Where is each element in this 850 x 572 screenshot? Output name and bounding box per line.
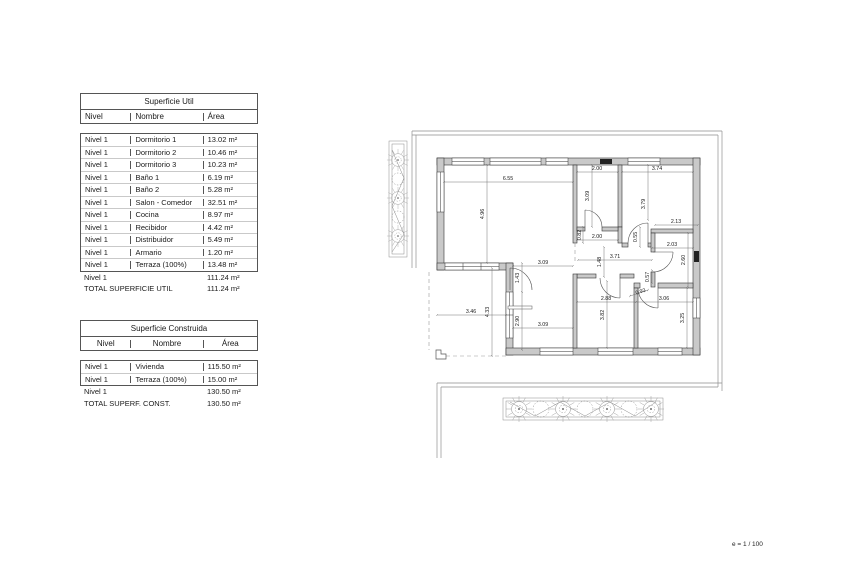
bano1-door <box>585 210 602 227</box>
table-row: Nivel 1 Armario 1.20 m² <box>81 247 257 260</box>
dimension-label: 3.82 <box>600 309 606 321</box>
bano2-door <box>653 252 673 272</box>
col-header-area: Área <box>203 340 257 348</box>
table-row: Nivel 1 Recibidor 4.42 m² <box>81 222 257 235</box>
shelf <box>508 306 532 309</box>
dimension-label: 2.00 <box>591 234 603 240</box>
dimension-label: 3.09 <box>537 260 549 266</box>
dimension-label: 2.13 <box>670 219 682 225</box>
subtotal-row: Nivel 1 111.24 m² <box>84 272 240 282</box>
dimension-label: 4.33 <box>485 306 491 318</box>
exterior-walls <box>437 158 700 355</box>
dimension-label: 0.57 <box>645 271 651 283</box>
const-table-title: Superficie Construida <box>81 321 257 337</box>
dimension-label: 3.06 <box>658 296 670 302</box>
dimension-label: 1.48 <box>597 256 603 268</box>
dimension-label: 3.74 <box>651 166 663 172</box>
dorm2-door <box>600 278 620 298</box>
dimension-label: 0.93 <box>634 287 647 297</box>
table-row: Nivel 1 Baño 1 6.19 m² <box>81 172 257 185</box>
dimension-label: 3.71 <box>609 254 621 260</box>
dimension-label: 4.96 <box>480 208 486 220</box>
table-row: Nivel 1 Vivienda 115.50 m² <box>81 361 257 374</box>
dimension-label: 3.25 <box>680 312 686 324</box>
windows <box>437 158 700 355</box>
dimension-label: 2.90 <box>515 315 521 327</box>
table-row: Nivel 1 Cocina 8.97 m² <box>81 209 257 222</box>
total-row: TOTAL SUPERF. CONST. 130.50 m² <box>84 398 241 408</box>
terraza-outline <box>429 243 575 359</box>
util-table-title: Superficie Util <box>81 94 257 110</box>
table-row: Nivel 1 Distribuidor 5.49 m² <box>81 234 257 247</box>
vent <box>694 251 699 262</box>
table-row: Nivel 1 Dormitorio 2 10.46 m² <box>81 147 257 160</box>
doors <box>510 210 673 308</box>
table-row: Nivel 1 Dormitorio 3 10.23 m² <box>81 159 257 172</box>
table-row: Nivel 1 Terraza (100%) 15.00 m² <box>81 374 257 386</box>
scale-note: e = 1 / 100 <box>732 541 763 548</box>
col-header-area: Área <box>203 113 257 121</box>
table-row: Nivel 1 Terraza (100%) 13.48 m² <box>81 259 257 271</box>
total-row: TOTAL SUPERFICIE UTIL 111.24 m² <box>84 284 240 293</box>
hedge-vertical <box>387 141 409 257</box>
plot-boundary <box>412 131 722 458</box>
dimension-label: 0.82 <box>577 229 583 241</box>
dimension-label: 6.55 <box>502 176 514 182</box>
dimension-label: 3.09 <box>585 190 591 202</box>
table-row: Nivel 1 Baño 2 5.28 m² <box>81 184 257 197</box>
dimension-label: 2.03 <box>666 242 678 248</box>
col-header-nivel: Nivel <box>96 338 115 348</box>
subtotal-row: Nivel 1 130.50 m² <box>84 387 241 396</box>
dimension-label: 3.46 <box>465 309 477 315</box>
table-row: Nivel 1 Dormitorio 1 13.02 m² <box>81 134 257 147</box>
dimension-label: 2.00 <box>591 166 603 172</box>
dimension-label: 2.60 <box>681 254 687 266</box>
dimension-lines <box>437 165 698 356</box>
corner-mark <box>436 350 446 359</box>
col-header-nombre: Nombre <box>130 340 202 348</box>
dimension-label: 0.55 <box>633 231 639 243</box>
table-row: Nivel 1 Salon - Comedor 32.51 m² <box>81 197 257 210</box>
col-header-nombre: Nombre <box>130 113 202 121</box>
dimension-label: 2.88 <box>600 296 612 302</box>
dimension-label: 3.79 <box>641 198 647 210</box>
dimension-label: 3.09 <box>537 322 549 328</box>
hedge-horizontal <box>503 396 664 422</box>
chimney <box>600 159 612 164</box>
dimension-label: 1.43 <box>515 272 521 284</box>
col-header-nivel: Nivel <box>85 111 103 121</box>
